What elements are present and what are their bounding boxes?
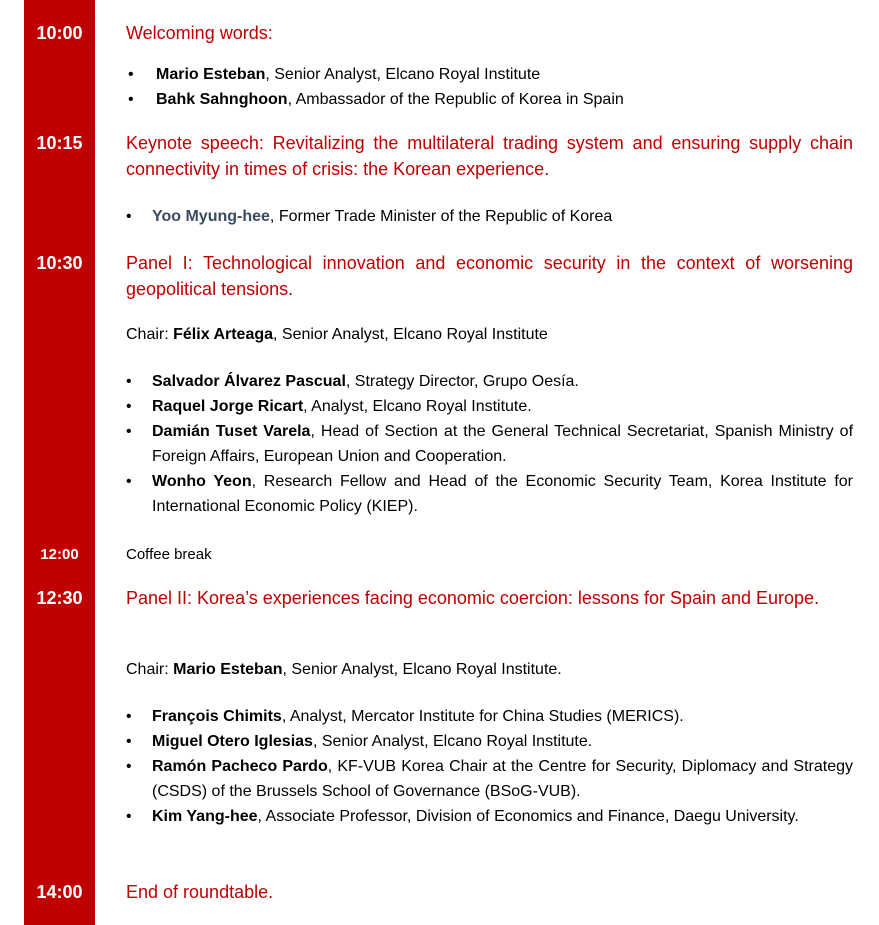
speaker-item bbox=[152, 204, 853, 229]
session-time: 10:15 bbox=[36, 133, 83, 153]
speaker-item bbox=[156, 87, 853, 112]
speaker-role: , Senior Analyst, Elcano Royal Institute. bbox=[312, 733, 593, 750]
speaker-list bbox=[152, 204, 853, 229]
speaker-name: Raquel Jorge Ricart bbox=[152, 398, 304, 415]
speaker-role: , Analyst, Mercator Institute for China Studies (MERICS). bbox=[281, 708, 684, 725]
speaker-role: , Senior Analyst, Elcano Royal Institute bbox=[265, 66, 541, 83]
chair-label: Chair: bbox=[126, 661, 174, 678]
speaker-role: , Research Fellow and Head of the Economic Security Team, Korea Institute for International Economic Policy (KIEP). bbox=[152, 473, 854, 515]
chair-label: Chair: bbox=[126, 326, 174, 343]
speaker-name: François Chimits bbox=[152, 708, 282, 725]
speaker-role: , Strategy Director, Grupo Oesía. bbox=[345, 373, 579, 390]
speaker-name: Yoo Myung-hee bbox=[152, 208, 270, 225]
session-time: 12:30 bbox=[36, 588, 83, 608]
speaker-name: Kim Yang-hee bbox=[152, 808, 258, 825]
speaker-item bbox=[152, 729, 853, 754]
speaker-item bbox=[156, 62, 853, 87]
speaker-item bbox=[152, 469, 853, 519]
speaker-name: Wonho Yeon bbox=[152, 473, 252, 490]
speaker-role: , KF-VUB Korea Chair at the Centre for Security, Diplomacy and Strategy (CSDS) of the Brussels School of Governance (BSoG-VUB). bbox=[152, 758, 853, 800]
speaker-name: Mario Esteban bbox=[156, 66, 266, 83]
session-time: 12:00 bbox=[40, 546, 79, 563]
speaker-name: Salvador Álvarez Pascual bbox=[152, 373, 346, 390]
speaker-item bbox=[152, 369, 853, 394]
speaker-role: , Former Trade Minister of the Republic of Korea bbox=[269, 208, 613, 225]
session-title: Panel II: Korea’s experiences facing economic coercion: lessons for Spain and Europe. bbox=[126, 588, 820, 608]
session-title: Welcoming words: bbox=[126, 23, 273, 43]
speaker-item bbox=[152, 804, 853, 829]
speaker-list bbox=[152, 369, 853, 519]
speaker-name: Damián Tuset Varela bbox=[152, 423, 311, 440]
session-title: Panel I: Technological innovation and economic security in the context of worsening geopolitical tensions. bbox=[126, 253, 853, 299]
speaker-role: , Ambassador of the Republic of Korea in Spain bbox=[287, 91, 624, 108]
chair-role: , Senior Analyst, Elcano Royal Institute bbox=[273, 326, 548, 343]
break-label: Coffee break bbox=[126, 546, 212, 563]
panel-chair bbox=[126, 658, 562, 682]
session-time: 14:00 bbox=[36, 882, 83, 902]
speaker-name: Ramón Pacheco Pardo bbox=[152, 758, 328, 775]
session-time: 10:30 bbox=[36, 253, 83, 273]
speaker-role: , Analyst, Elcano Royal Institute. bbox=[303, 398, 532, 415]
panel-chair bbox=[126, 323, 548, 347]
speaker-item bbox=[152, 419, 853, 469]
speaker-item bbox=[152, 704, 853, 729]
speaker-role: , Head of Section at the General Technical Secretariat, Spanish Ministry of Foreign Affairs, European Union and Cooperation. bbox=[152, 423, 854, 465]
session-title: Keynote speech: Revitalizing the multilateral trading system and ensuring supply chain connectivity in times of crisis: the Korean experience. bbox=[126, 133, 853, 179]
speaker-name: Miguel Otero Iglesias bbox=[152, 733, 313, 750]
speaker-list bbox=[156, 62, 853, 112]
speaker-list bbox=[152, 704, 853, 829]
speaker-name: Bahk Sahnghoon bbox=[156, 91, 288, 108]
speaker-role: , Associate Professor, Division of Economics and Finance, Daegu University. bbox=[257, 808, 799, 825]
speaker-item bbox=[152, 394, 853, 419]
chair-name: Félix Arteaga bbox=[173, 326, 274, 343]
session-time: 10:00 bbox=[36, 23, 83, 43]
speaker-item bbox=[152, 754, 853, 804]
session-title: End of roundtable. bbox=[126, 882, 274, 902]
chair-name: Mario Esteban bbox=[173, 661, 283, 678]
chair-role: , Senior Analyst, Elcano Royal Institute. bbox=[282, 661, 562, 678]
